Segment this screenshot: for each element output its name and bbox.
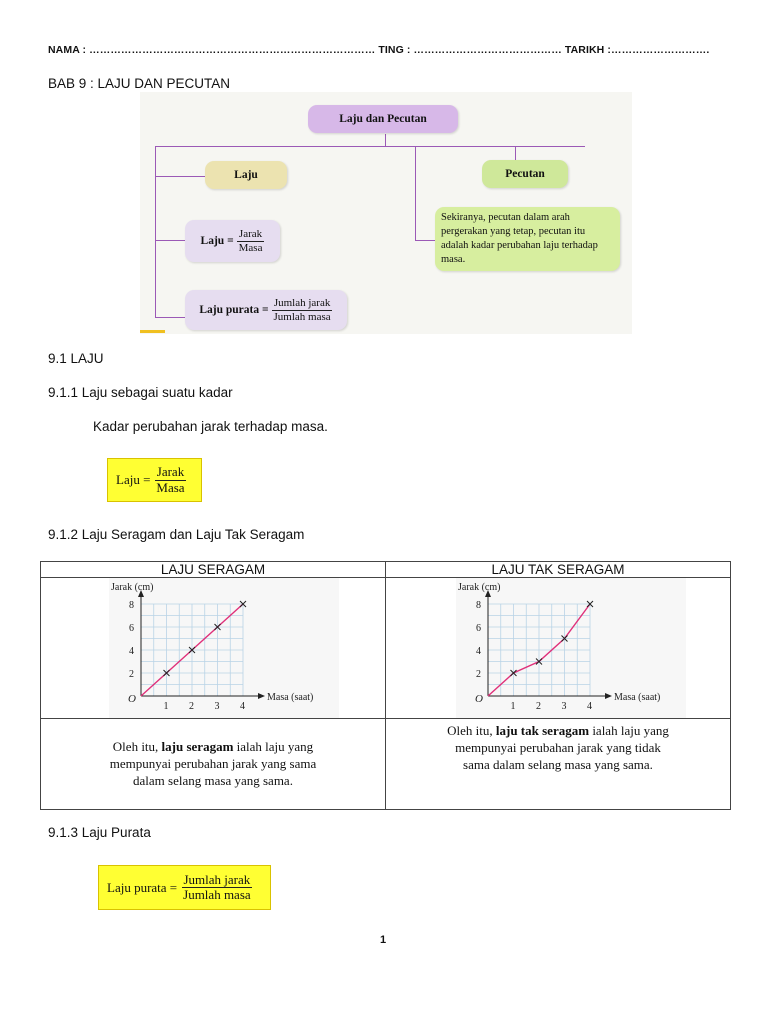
x-axis-label: Masa (saat) (614, 692, 661, 703)
map-pecutan-description: Sekiranya, pecutan dalam arah pergerakan yang tetap, pecutan itu adalah kadar perubahan laju terhadap masa. (435, 207, 620, 271)
student-info-header: NAMA : ……………………………………………………………………… TING : …………………………………… TARIKH :………………………. (48, 44, 710, 56)
section-9-1: 9.1 LAJU (48, 351, 104, 366)
concept-map (140, 92, 632, 334)
map-laju-node: Laju (205, 161, 287, 189)
x-tick-label: 3 (561, 701, 567, 712)
formula-laju-purata: Laju purata = $\frac{\text{Jumlah jarak}}{\text{Jumlah masa}}$ (98, 865, 271, 910)
desc-laju-tak-seragam: Oleh itu, laju tak seragam ialah laju yang mempunyai perubahan jarak yang tidak sama dalam selang masa yang sama. (447, 723, 669, 772)
chapter-title: BAB 9 : LAJU DAN PECUTAN (48, 76, 231, 91)
formula-laju: Laju = $\frac{\text{Jarak}}{\text{Masa}}$ (107, 458, 202, 502)
section-9-1-3: 9.1.3 Laju Purata (48, 825, 151, 840)
map-laju-formula: Laju = $\frac{\text{Jarak}}{\text{Masa}}$ (185, 220, 280, 262)
x-tick-label: 3 (214, 701, 220, 712)
page-number: 1 (380, 934, 387, 946)
x-tick-label: 2 (189, 701, 194, 712)
y-axis-label: Jarak (cm) (111, 582, 154, 593)
y-tick-label: 4 (129, 646, 134, 657)
section-9-1-1: 9.1.1 Laju sebagai suatu kadar (48, 385, 233, 400)
origin-label: O (128, 693, 136, 705)
map-purata-formula: Laju purata = $\frac{\text{Jumlah jarak}}{\text{Jumlah masa}}$ (185, 290, 347, 330)
desc-laju-seragam: Oleh itu, laju seragam ialah laju yang mempunyai perubahan jarak yang sama dalam selang masa yang sama. (109, 739, 317, 788)
col-header-laju-seragam: LAJU SERAGAM (160, 562, 266, 577)
map-pecutan-node: Pecutan (482, 160, 568, 188)
y-tick-label: 8 (476, 600, 481, 611)
y-tick-label: 4 (476, 646, 481, 657)
y-axis-label: Jarak (cm) (458, 582, 501, 593)
y-tick-label: 6 (476, 623, 481, 634)
graph-laju-seragam (109, 578, 339, 718)
x-tick-label: 4 (240, 701, 245, 712)
x-axis-label: Masa (saat) (267, 692, 314, 703)
col-header-laju-tak-seragam: LAJU TAK SERAGAM (491, 562, 625, 577)
map-root-node: Laju dan Pecutan (308, 105, 458, 133)
origin-label: O (475, 693, 483, 705)
x-tick-label: 1 (510, 701, 516, 712)
x-tick-label: 1 (163, 701, 169, 712)
y-tick-label: 2 (476, 669, 481, 680)
graph-laju-tak-seragam (456, 578, 686, 718)
x-tick-label: 2 (536, 701, 541, 712)
y-tick-label: 6 (129, 623, 134, 634)
section-9-1-1-text: Kadar perubahan jarak terhadap masa. (93, 419, 328, 434)
y-tick-label: 8 (129, 600, 134, 611)
x-tick-label: 4 (587, 701, 592, 712)
comparison-table (40, 561, 731, 810)
section-9-1-2: 9.1.2 Laju Seragam dan Laju Tak Seragam (48, 527, 305, 542)
y-tick-label: 2 (129, 669, 134, 680)
